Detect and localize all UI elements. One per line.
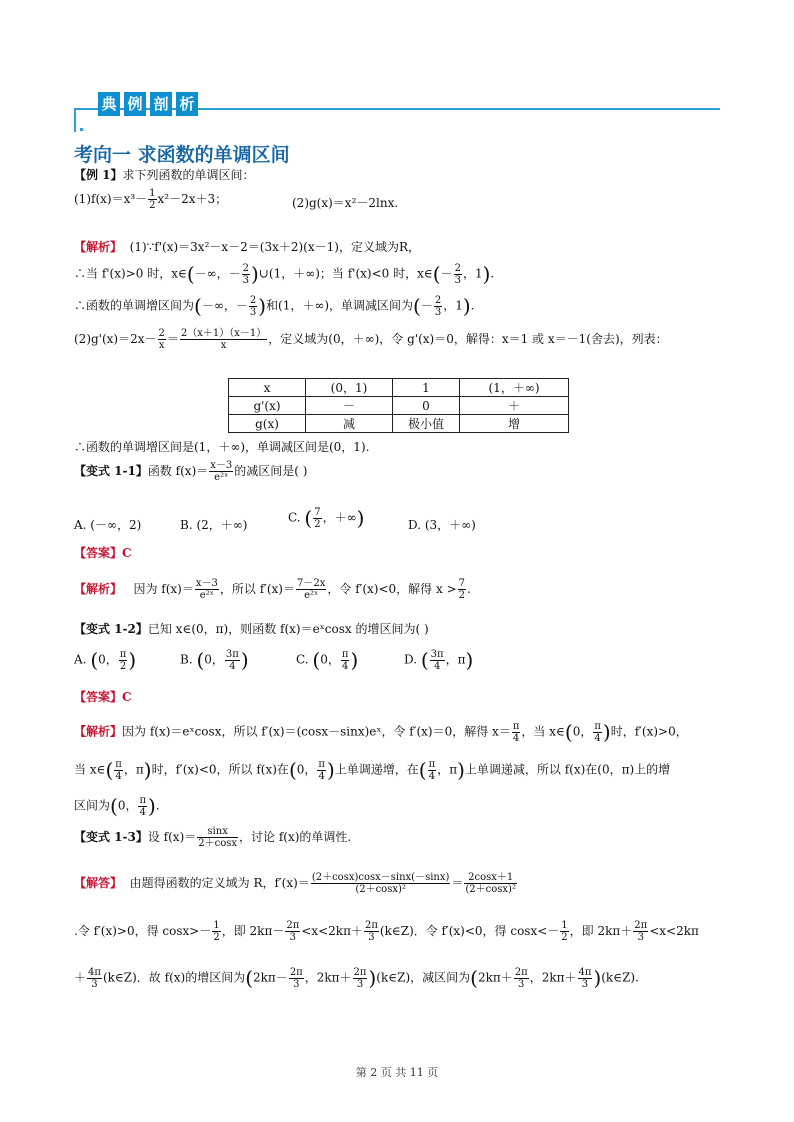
variant12-option-a: A. (0， $\frac{\pi}{2}$ ) xyxy=(74,648,137,672)
page-heading: 考向一 求函数的单调区间 xyxy=(74,144,290,166)
variant13-question: 【变式 1-3】设 f(x)＝ $\frac{\sin x}{2+\cos x}$ ，讨论 f(x)的单调性. xyxy=(74,826,352,849)
variant12-solution-line2: 当 x∈( $\frac{\pi}{4}$ ，π)时，f′(x)<0，所以 f(x)在(0， $\frac{\pi}{4}$ )上单调递增，在( $\frac{\pi}{4}$ ，π)上单调递减，所以 f(x)在(0，π)上的增 xyxy=(74,758,671,782)
sign-table xyxy=(228,378,569,433)
variant12-option-c: C. (0， $\frac{\pi}{4}$ ) xyxy=(296,648,359,672)
variant13-solution-line2: .令 f′(x)>0，得 cosx>－ $\frac{1}{2}$ ，即 2kπ－ $\frac{2\pi}{3}$ <x<2kπ＋ $\frac{2\pi}{3}$ (k∈Z)．令 f′(x)<0，得 cosx<－ $\frac{1}{2}$ ，即 2kπ＋ $\frac{2\pi}{3}$ <x<2kπ xyxy=(74,920,699,943)
example1-prompt: 【例 1】求下列函数的单调区间： xyxy=(74,168,255,182)
page-footer: 第 2 页 共 11 页 xyxy=(355,1066,439,1079)
section-tab-char: 典 xyxy=(98,92,120,116)
variant12-option-b: B. (0， $\frac{3\pi}{4}$ ) xyxy=(180,648,249,672)
example1-part1: (1)f(x)＝x³－ $\frac{1}{2}$ x²－2x＋3； xyxy=(74,188,228,211)
variant11-answer: 【答案】C xyxy=(74,546,132,560)
section-tab xyxy=(98,92,198,118)
variant11-option-a: A. (－∞，2) xyxy=(74,518,142,532)
section-dot xyxy=(80,128,83,131)
variant11-question: 【变式 1-1】函数 f(x)＝ $\frac{x-3}{\text{e²ˣ}}$ 的减区间是( ) xyxy=(74,460,308,483)
variant12-solution-line3: 区间为(0， $\frac{\pi}{4}$ ). xyxy=(74,794,160,818)
section-rule-left xyxy=(74,108,76,132)
table-row: g(x) 减 极小值 增 xyxy=(229,415,569,433)
example1-part2: (2)g(x)＝x²－2lnx. xyxy=(292,196,399,210)
solution1-conclusion: ∴函数的单调增区间是(1，＋∞)，单调减区间是(0，1). xyxy=(74,440,370,454)
variant11-option-d: D. (3，＋∞) xyxy=(408,518,476,532)
table-row: x (0，1) 1 (1，＋∞) xyxy=(229,379,569,397)
solution1-line1: 【解析】 (1)∵f'(x)＝3x²－x－2＝(3x＋2)(x－1)，定义域为R， xyxy=(74,240,420,254)
section-tab-char: 析 xyxy=(176,92,198,116)
variant13-solution-line1: 【解答】 由题得函数的定义域为 R，f′(x)＝ $\frac{(2+\cos x)\cos x-\sin x(-\sin x)}{\text{(2＋cosx)²}}$ ＝ $\frac{2\cos x+1}{\text{(2＋cosx)²}}$ xyxy=(74,872,516,895)
variant12-answer: 【答案】C xyxy=(74,690,132,704)
section-tab-char: 例 xyxy=(124,92,146,116)
section-tab-char: 剖 xyxy=(150,92,172,116)
variant11-option-c: C. ( $\frac{7}{2}$ ，＋∞) xyxy=(288,506,365,530)
solution1-line2: ∴当 f'(x)>0 时，x∈(－∞，－ $\frac{2}{3}$ )∪(1，＋∞)；当 f'(x)<0 时，x∈(－ $\frac{2}{3}$ ，1). xyxy=(74,262,495,286)
variant12-option-d: D. ( $\frac{3\pi}{4}$ ，π) xyxy=(404,648,474,672)
fraction: $\frac{1}{2}$ xyxy=(149,188,156,211)
solution1-line3: ∴函数的单调增区间为(－∞，－ $\frac{2}{3}$ )和(1，＋∞)，单调减区间为(－ $\frac{2}{3}$ ，1). xyxy=(74,294,475,318)
variant12-solution-line1: 【解析】因为 f(x)＝eˣcosx，所以 f′(x)＝(cosx－sinx)eˣ，令 f′(x)＝0，解得 x＝ $\frac{\pi}{4}$ ，当 x∈(0， $\frac{\pi}{4}$ )时，f′(x)>0， xyxy=(74,720,688,744)
table-row: g'(x) － 0 ＋ xyxy=(229,397,569,415)
variant11-option-b: B. (2，＋∞) xyxy=(180,518,248,532)
variant12-question: 【变式 1-2】已知 x∈(0，π)，则函数 f(x)＝eˣcosx 的增区间为( ) xyxy=(74,622,429,636)
solution1-line4: (2)g'(x)＝2x－ $\frac{2}{x}$ ＝ $\frac{2(x+1)(x-1)}{x}$ ，定义域为(0，＋∞)，令 g'(x)＝0，解得：x＝1 或 x＝－1(舍去)，列表： xyxy=(74,328,668,351)
variant11-solution: 【解析】 因为 f(x)＝ $\frac{x-3}{\text{e²ˣ}}$ ，所以 f′(x)＝ $\frac{7-2x}{\text{e²ˣ}}$ ，令 f′(x)<0，解得 x > $\frac{7}{2}$ . xyxy=(74,578,471,601)
variant13-solution-line3: ＋ $\frac{4\pi}{3}$ (k∈Z)．故 f(x)的增区间为(2kπ－ $\frac{2\pi}{3}$ ，2kπ＋ $\frac{2\pi}{3}$ )(k∈Z)，减区间为(2kπ＋ $\frac{2\pi}{3}$ ，2kπ＋ $\frac{4\pi}{3}$ )(k∈Z). xyxy=(74,966,639,990)
